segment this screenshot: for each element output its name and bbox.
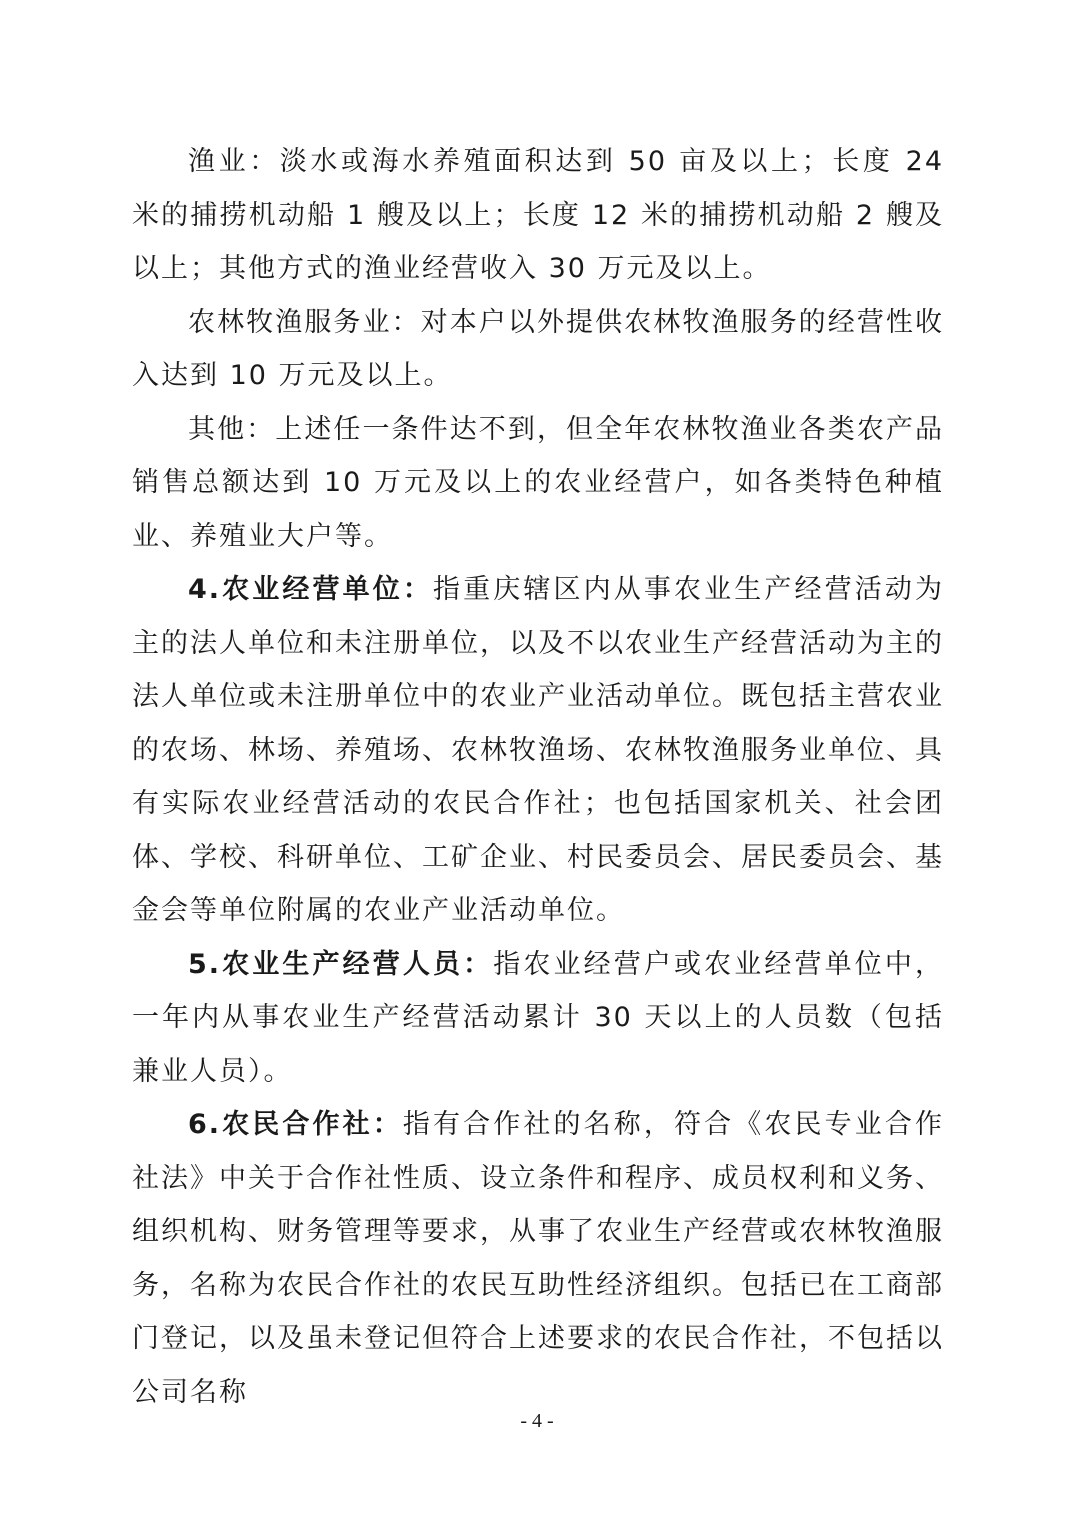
paragraph-other <box>132 403 944 564</box>
paragraph-cooperative <box>132 1098 944 1419</box>
document-body <box>132 135 944 1419</box>
page-number: - 4 - <box>520 1410 554 1432</box>
paragraph-agri-unit <box>132 563 944 938</box>
definition-term-agri-personnel: 5.农业生产经营人员： <box>188 948 494 980</box>
paragraph-fishery <box>132 135 944 296</box>
paragraph-text: 指农业经营户或农业经营单位中，一年内从事农业生产经营活动累计 30 天以上的人员数（包括兼业人员）。 <box>132 948 945 1087</box>
definition-term-cooperative: 6.农民合作社： <box>188 1109 403 1140</box>
definition-term-agri-unit: 4.农业经营单位： <box>188 574 434 605</box>
paragraph-text: 指重庆辖区内从事农业生产经营活动为主的法人单位和未注册单位，以及不以农业生产经营活动为主的法人单位或未注册单位中的农业产业活动单位。既包括主营农业的农场、林场、养殖场、农林牧渔场、农林牧渔服务业单位、具有实际农业经营活动的农民合作社；也包括国家机关、社会团体、学校、科研单位、工矿企业、村民委员会、居民委员会、基金会等单位附属的农业产业活动单位。 <box>132 574 944 926</box>
paragraph-agri-service <box>132 296 944 403</box>
paragraph-text: 指有合作社的名称，符合《农民专业合作社法》中关于合作社性质、设立条件和程序、成员权利和义务、组织机构、财务管理等要求，从事了农业生产经营或农林牧渔服务，名称为农民合作社的农民互助性经济组织。包括已在工商部门登记，以及虽未登记但符合上述要求的农民合作社，不包括以公司名称 <box>132 1109 944 1408</box>
paragraph-text: 渔业：淡水或海水养殖面积达到 50 亩及以上；长度 24 米的捕捞机动船 1 艘及以上；长度 12 米的捕捞机动船 2 艘及以上；其他方式的渔业经营收入 30 万元及以上。 <box>132 146 944 284</box>
paragraph-agri-personnel <box>132 938 944 1099</box>
paragraph-text: 其他：上述任一条件达不到，但全年农林牧渔业各类农产品销售总额达到 10 万元及以上的农业经营户，如各类特色种植业、养殖业大户等。 <box>132 413 944 552</box>
paragraph-text: 农林牧渔服务业：对本户以外提供农林牧渔服务的经营性收入达到 10 万元及以上。 <box>132 306 944 391</box>
